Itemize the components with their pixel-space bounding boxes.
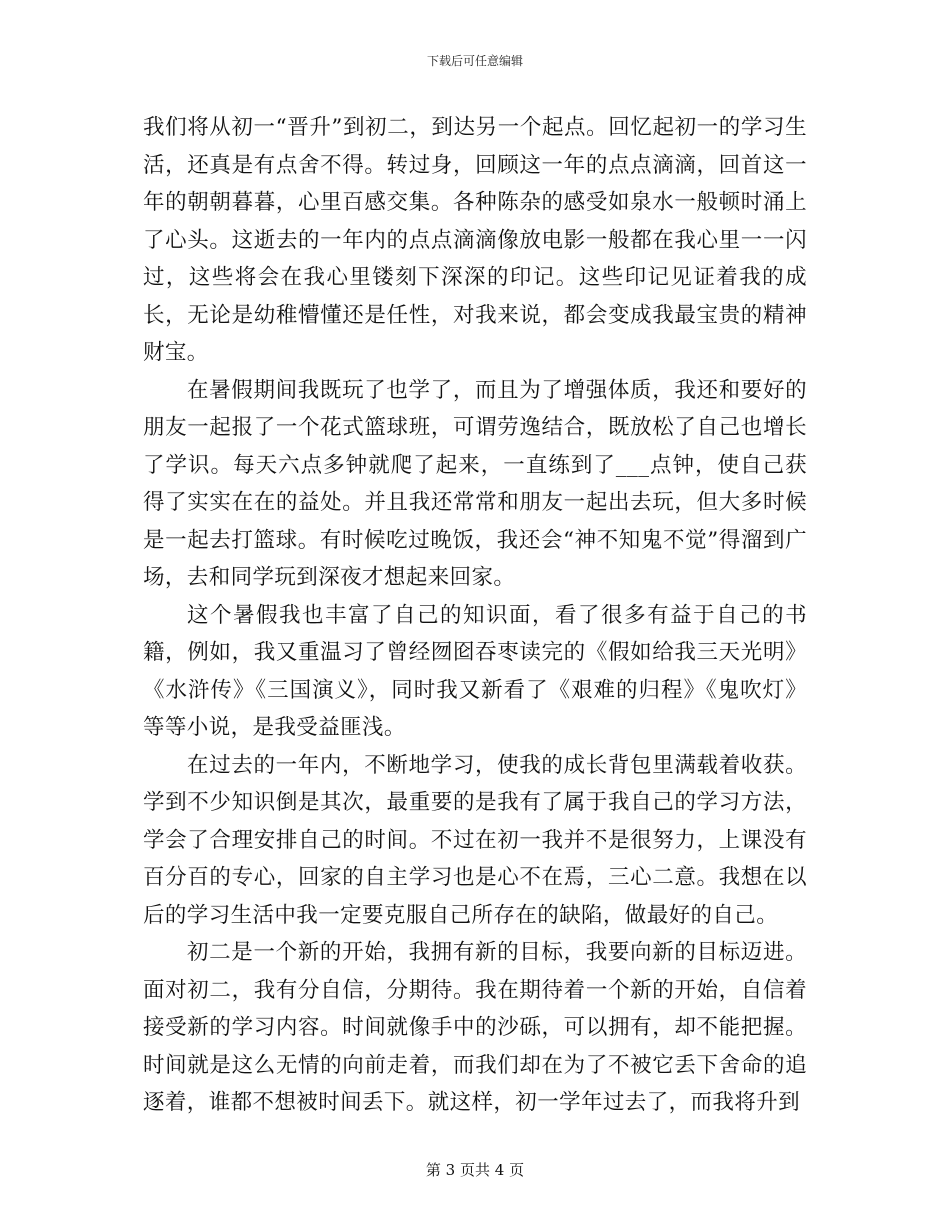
page-header: 下载后可任意编辑 bbox=[426, 54, 523, 68]
paragraph-3: 这个暑假我也丰富了自己的知识面，看了很多有益于自己的书籍，例如，我又重温习了曾经囫囵吞枣读完的《假如给我三天光明》《水浒传》《三国演义》，同时我又新看了《艰难的归程》《鬼吹灯》等等小说，是我受益匪浅。 bbox=[143, 602, 807, 740]
document-body bbox=[143, 109, 807, 1122]
paragraph-5: 初二是一个新的开始，我拥有新的目标，我要向新的目标迈进。面对初二，我有分自信，分期待。我在期待着一个新的开始，自信着接受新的学习内容。时间就像手中的沙砾，可以拥有，却不能把握。时间就是这么无情的向前走着，而我们却在为了不被它丢下舍命的追逐着，谁都不想被时间丢下。就这样，初一学年过去了，而我将升到 bbox=[143, 940, 807, 1115]
paragraph-1: 我们将从初一“晋升”到初二，到达另一个起点。回忆起初一的学习生活，还真是有点舍不得。转过身，回顾这一年的点点滴滴，回首这一年的朝朝暮暮，心里百感交集。各种陈杂的感受如泉水一般顿时涌上了心头。这逝去的一年内的点点滴滴像放电影一般都在我心里一一闪过，这些将会在我心里镂刻下深深的印记。这些印记见证着我的成长，无论是幼稚懵懂还是任性，对我来说，都会变成我最宝贵的精神财宝。 bbox=[143, 115, 807, 365]
paragraph-2: 在暑假期间我既玩了也学了，而且为了增强体质，我还和要好的朋友一起报了一个花式篮球班，可谓劳逸结合，既放松了自己也增长了学识。每天六点多钟就爬了起来，一直练到了___点钟，使自己获得了实实在在的益处。并且我还常常和朋友一起出去玩，但大多时候是一起去打篮球。有时候吃过晚饭，我还会“神不知鬼不觉”得溜到广场，去和同学玩到深夜才想起来回家。 bbox=[143, 377, 807, 590]
page-footer: 第 3 页共 4 页 bbox=[425, 1161, 525, 1179]
paragraph-4: 在过去的一年内，不断地学习，使我的成长背包里满载着收获。学到不少知识倒是其次，最重要的是我有了属于我自己的学习方法，学会了合理安排自己的时间。不过在初一我并不是很努力，上课没有百分百的专心，回家的自主学习也是心不在焉，三心二意。我想在以后的学习生活中我一定要克服自己所存在的缺陷，做最好的自己。 bbox=[143, 752, 807, 928]
